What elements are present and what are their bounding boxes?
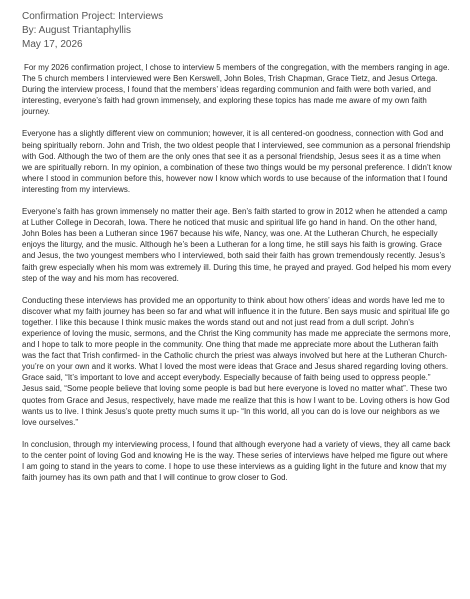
paragraph-communion: Everyone has a slightly different view on communion; however, it is all centered-on goodness, connection with God and being spiritually reborn. John and Trish, the two oldest people that I interviewed, see communion as a personal friendship with God. Although the two of them are the only ones that see it as a personal friendship, Jesus sees it as a time when we are spiritually reborn. In my opinion, a combination of these two things would be my personal preference. I didn’t know where I stood in communion before this, however now I know which words to use because of the information that I found interesting from my interviews. xyxy=(22,129,452,194)
paragraph-faith-growth: Everyone’s faith has grown immensely no matter their age. Ben’s faith started to grow in 2012 when he attended a camp at Luther College in Decorah, Iowa. There he noticed that music and spiritual life go hand in hand. On the other hand, John Boles has been a Lutheran since 1967 because his wife, Nancy, was one. At the Lutheran Church, he especially enjoys the liturgy, and the music. Although he’s been a Lutheran for a long time, he still says his faith is growing. Grace and Jesus, the two youngest members who I interviewed, both said their faith has grown tremendously recently. Jesus’s faith grew especially when his mom was extremely ill. During this time, he prayed and prayed. God helped his mom every step of the way and his mom has recovered. xyxy=(22,207,452,283)
document-title: Confirmation Project: Interviews xyxy=(22,11,164,22)
document-page xyxy=(22,10,452,494)
paragraph-conclusion: In conclusion, through my interviewing process, I found that although everyone had a variety of views, they all came back to the center point of loving God and knowing He is the way. These series of interviews have helped me figure out where I am going to stand in the years to come. I hope to use these interviews as a guiding light in the future and know that my faith journey has its own path and that I will continue to grow closer to God. xyxy=(22,439,451,483)
document-author: By: August Triantaphyllis xyxy=(22,25,131,36)
document-body xyxy=(22,62,452,483)
document-header xyxy=(22,10,452,52)
paragraph-reflection: Conducting these interviews has provided me an opportunity to think about how others’ ideas and words have led me to discover what my faith journey has been so far and what will influence it in the future. Ben says music and spiritual life go together. I like this because I think music makes the words stand out and not just read from a dull script. John’s experience of loving the music, sermons, and the Christ the King community has made me appreciate the sermons more, and I hope to talk to more people in the community. One thing that made me appreciate more about the Lutheran faith was the fact that Trish confirmed- in the Catholic church the priest was always involved but here at the Lutheran Church- you’re on your own and it works. What I loved the most were ideas that Grace and Jesus shared regarding loving others. Grace said, “It’s important to love and accept everybody. Especially because of faith being used to oppress people.” Jesus said, “Some people believe that loving some people is bad but here everyone is loved no matter what”. These two quotes from Grace and Jesus, respectively, have made me realize that this is how I want to be. Loving others is how God wants us to live. I think Jesus’s quote pretty much sums it up- “In this world, all you can do is love our neighbors as we love ourselves.” xyxy=(22,295,451,427)
paragraph-introduction: For my 2026 confirmation project, I chose to interview 5 members of the congregation, with the members ranging in age. The 5 church members I interviewed were Ben Kerswell, John Boles, Trish Chapman, Grace Tietz, and Jesus Ortega. During the interview process, I found that the members’ ideas regarding communion and faith were both varied, and interesting, everyone’s faith had grown immensely, and exploring these topics has made me aware of my own faith journey. xyxy=(22,63,450,117)
document-date: May 17, 2026 xyxy=(22,39,83,50)
